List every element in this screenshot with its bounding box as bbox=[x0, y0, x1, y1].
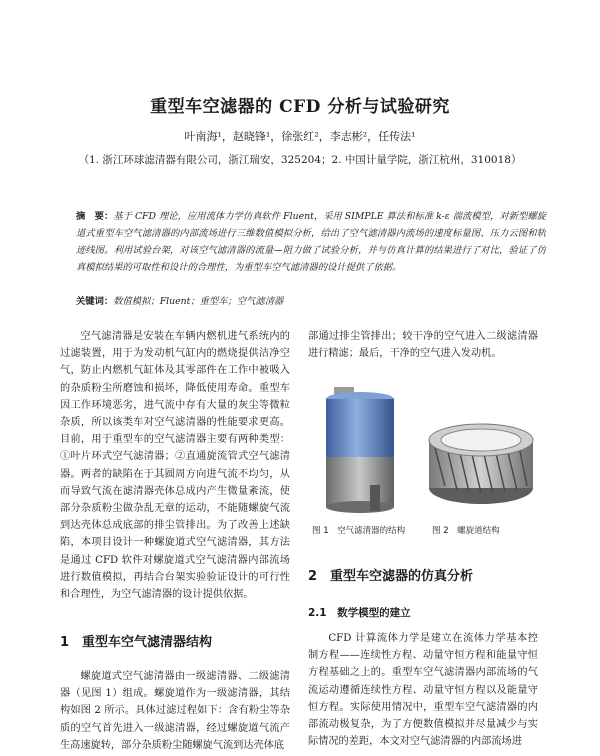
keywords-text: 数值模拟；Fluent；重型车；空气滤清器 bbox=[113, 296, 284, 307]
figure2-spiral-channel-image bbox=[425, 418, 537, 510]
author-list: 叶南海¹，赵晓锋¹，徐张红²，李志彬²，任传法¹ bbox=[184, 130, 416, 143]
paper-title: 重型车空滤器的 CFD 分析与试验研究 bbox=[150, 97, 450, 117]
continuation-text: 部通过排尘管排出；较干净的空气进入二级滤清器进行精滤；最后，干净的空气进入发动机。 bbox=[308, 331, 538, 360]
abstract-text: 基于 CFD 理论，应用流体力学仿真软件 Fluent，采用 SIMPLE 算法和标准 k-ε 湍流模型，对新型螺旋道式重型车空气滤清器的内部流场进行三维数值模拟分析，给出了空气滤清器内流场的速度标量图、压力云图和轨迹线图。利用试验台架，对该空气滤清器的流量—阻力做了试验分析，并与仿真计算的结果进行了对比，验证了仿真模拟结果的可取性和设计的合理性，为重型车空气滤清器的设计提供了依据。 bbox=[76, 211, 546, 273]
subsection21-paragraph bbox=[308, 630, 538, 750]
affiliation: （1. 浙江环球滤清器有限公司，浙江瑞安，325204；2. 中国计量学院，浙江杭州，310018） bbox=[78, 154, 522, 166]
figure1-air-filter-image bbox=[312, 385, 412, 517]
section1-heading: 1 重型车空气滤清器结构 bbox=[60, 635, 213, 650]
figure2-caption: 图 2 螺旋道结构 bbox=[432, 526, 500, 536]
section1-paragraph bbox=[60, 668, 290, 754]
intro-text: 空气滤清器是安装在车辆内燃机进气系统内的过滤装置，用于为发动机气缸内的燃烧提供洁净空气，防止内燃机气缸体及其零部件在工作中被吸入的杂质粉尘所磨蚀和损坏，降低使用寿命。重型车因工作环境恶劣，进气流中存有大量的灰尘等微粒杂质，所以该类车对空气滤清器的性能要求更高。目前，用于重型车的空气滤清器主要有两种类型：①叶片环式空气滤清器；②直通旋流管式空气滤清器。两者的缺陷在于其圆周方向进气流不均匀，从而导致气流在滤清器壳体总成内产生微量紊流，使部分杂质粉尘做杂乱无章的运动，不能随螺旋气流到达壳体总成底部的排尘管排出。为了改善上述缺陷，本项目设计一种螺旋道式空气滤清器，其方法是通过 CFD 软件对螺旋道式空气滤清器内部流场进行数值模拟，再结合台架实验验证设计的可行性和合理性，为空气滤清器的设计提供依据。 bbox=[60, 331, 290, 601]
figure1-caption: 图 1 空气滤清器的结构 bbox=[312, 526, 406, 536]
subsection21-text: CFD 计算流体力学是建立在流体力学基本控制方程——连续性方程、动量守恒方程和能量守恒方程基础之上的。重型车空气滤清器内部流场的气流运动遵循连续性方程、动量守恒方程以及能量守恒方程。实际使用情况中，重型车空气滤清器的内部流动极复杂，为了方便数值模拟并尽量减少与实际情况的差距，本文对空气滤清器的内部流场进 bbox=[308, 633, 538, 748]
continuation-paragraph bbox=[308, 328, 538, 362]
section1-text: 螺旋道式空气滤清器由一级滤清器、二级滤清器（见图 1）组成。螺旋道作为一级滤清器，其结构如图 2 所示。具体过滤过程如下：含有粉尘等杂质的空气首先进入一级滤清器，经过螺旋道气流产生高速旋转，部分杂质粉尘随螺旋气流到达壳体底 bbox=[60, 671, 290, 751]
intro-paragraph bbox=[60, 328, 290, 603]
subsection21-heading: 2.1 数学模型的建立 bbox=[308, 607, 411, 619]
section2-heading: 2 重型车空滤器的仿真分析 bbox=[308, 569, 474, 584]
keywords-label: 关键词： bbox=[76, 296, 114, 307]
keywords bbox=[76, 293, 546, 307]
abstract-label: 摘 要： bbox=[76, 211, 114, 222]
abstract bbox=[76, 208, 546, 276]
